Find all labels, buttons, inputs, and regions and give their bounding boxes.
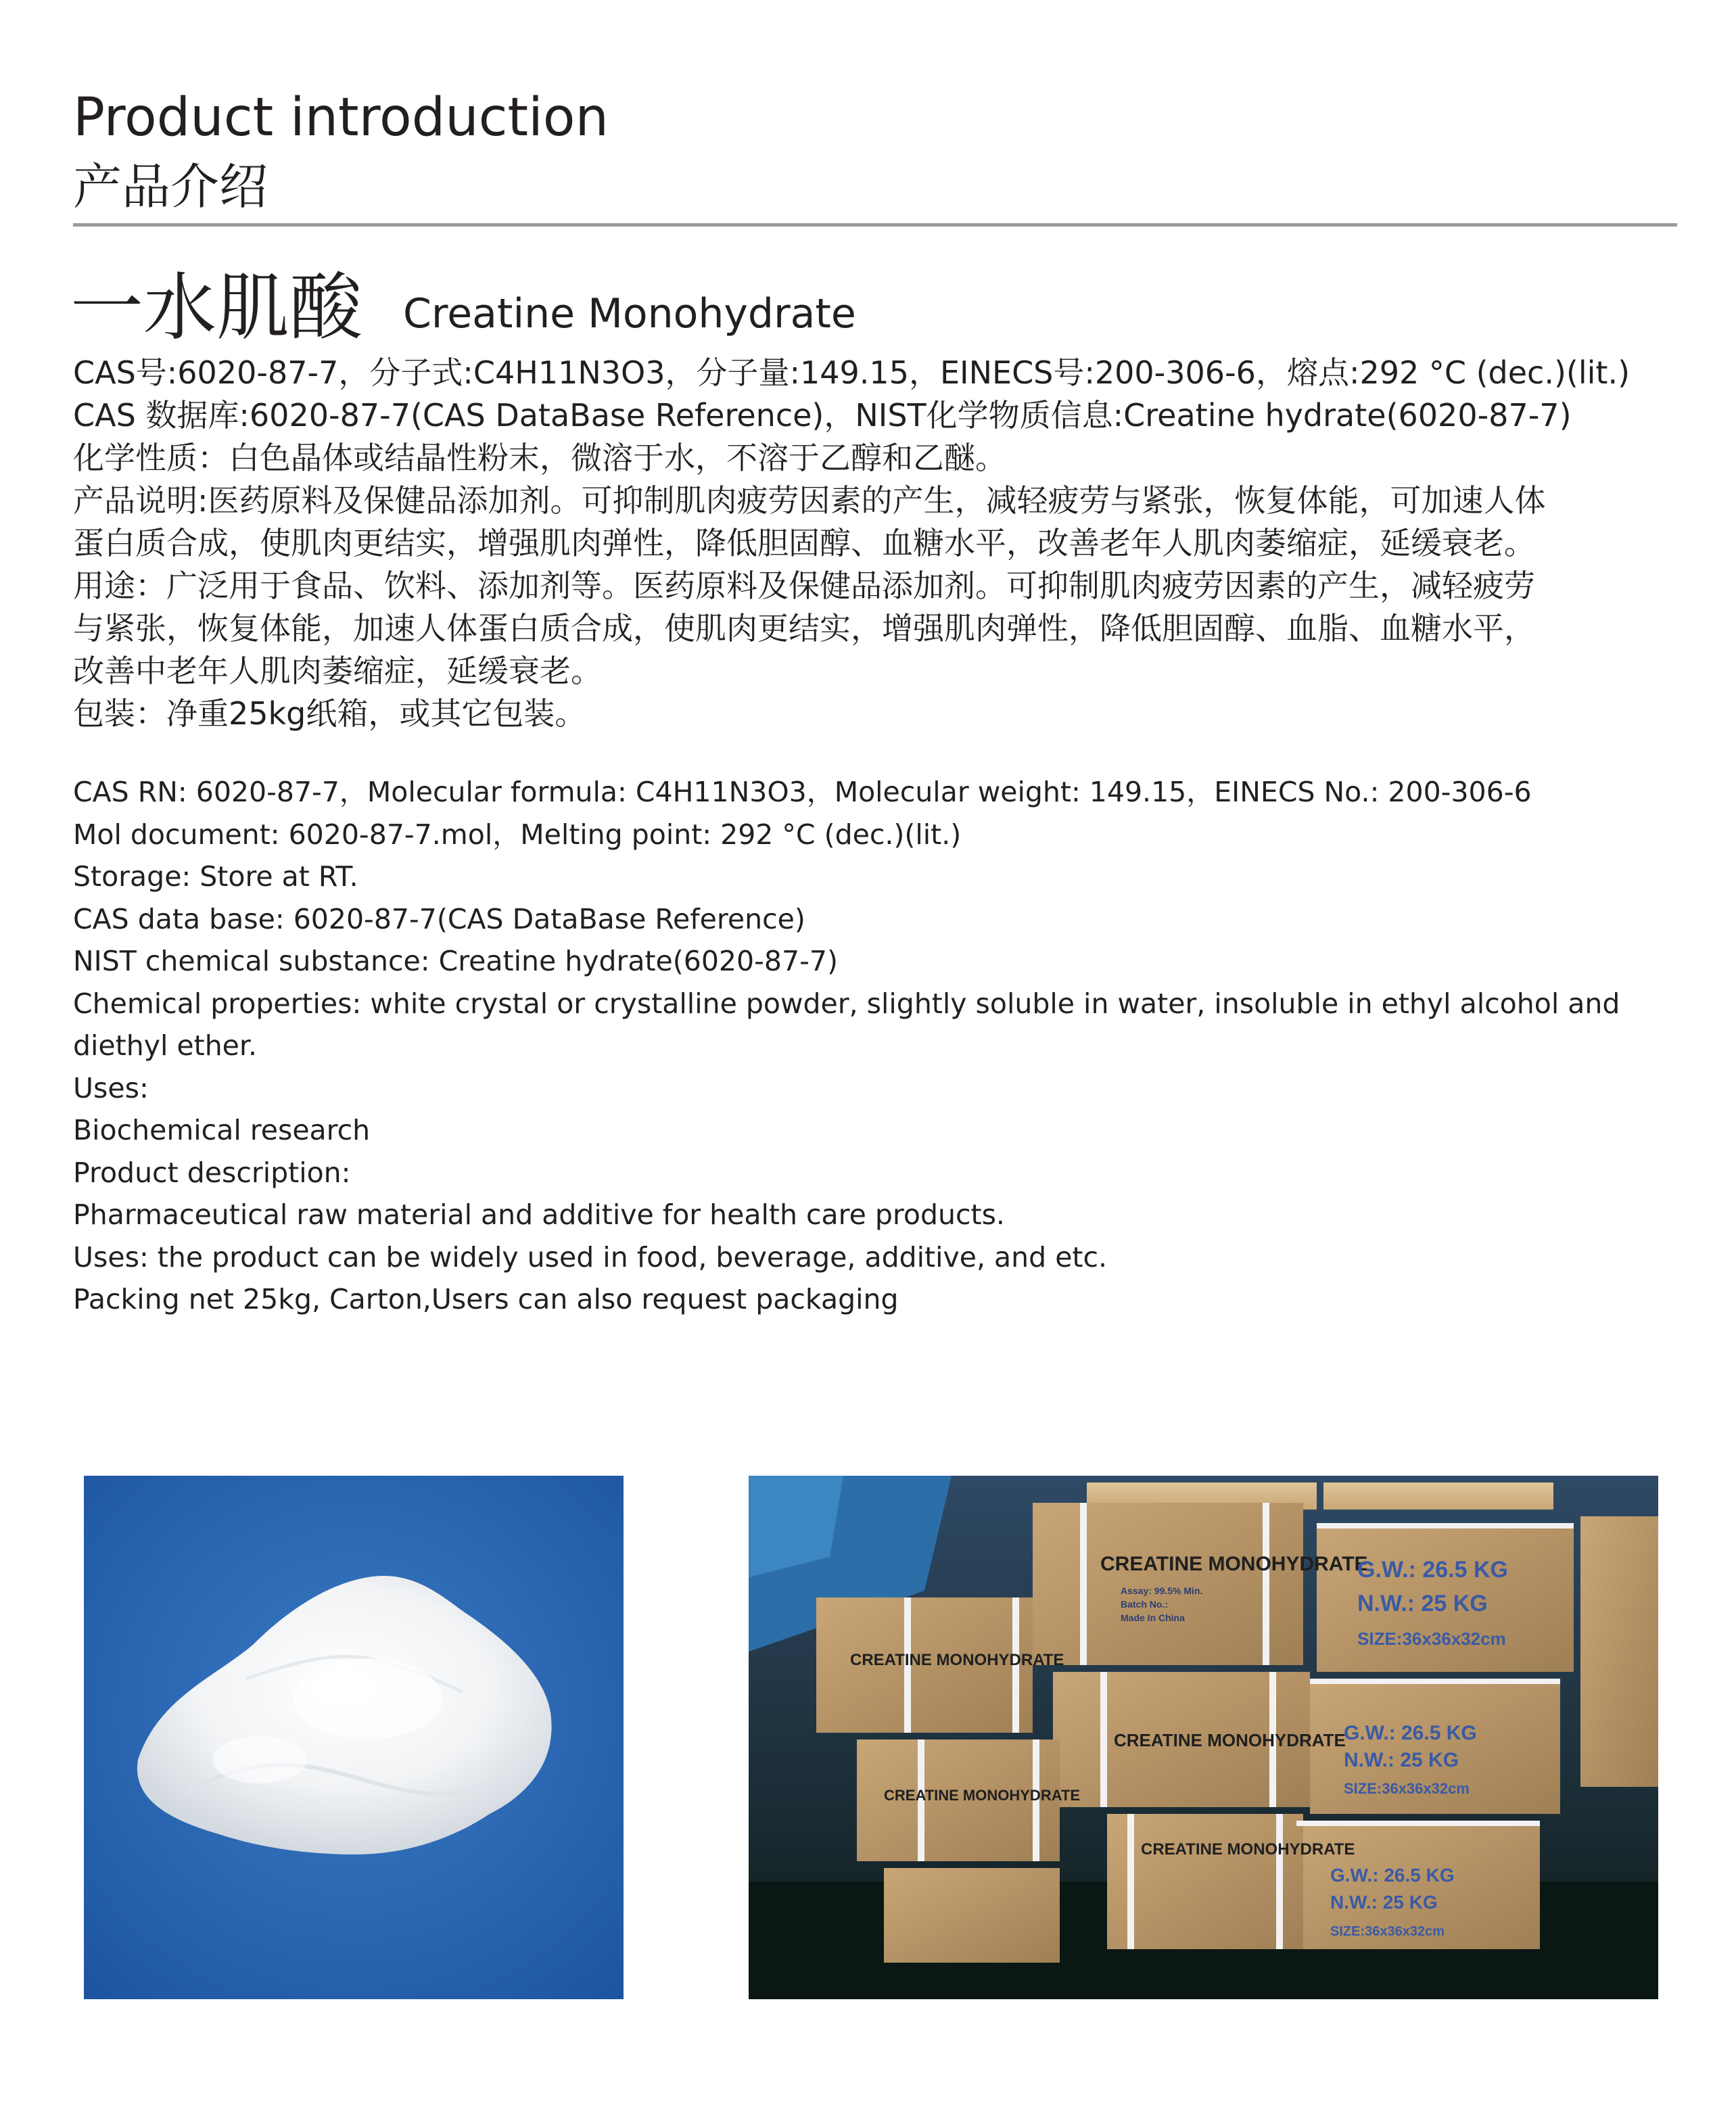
carton-label-gw: G.W.: 26.5 KG: [1357, 1557, 1508, 1583]
en-line: Product description:: [73, 1156, 351, 1189]
cn-line: 与紧张，恢复体能，加速人体蛋白质合成，使肌肉更结实，增强肌肉弹性，降低胆固醇、血脂、血糖水平，: [73, 610, 1535, 647]
english-description: [73, 771, 1680, 1321]
cn-line: 包装：净重25kg纸箱，或其它包装。: [73, 695, 586, 732]
en-line: CAS RN: 6020-87-7，Molecular formula: C4H11N3O3，Molecular weight: 149.15，EINECS No.: 200-306-6: [73, 776, 1532, 808]
section-title-cn: 产品介绍: [73, 158, 268, 215]
section-title-en: Product introduction: [73, 87, 609, 148]
en-line: Storage: Store at RT.: [73, 860, 358, 893]
en-line: Biochemical research: [73, 1114, 371, 1146]
carton-label-size: SIZE:36x36x32cm: [1357, 1629, 1506, 1649]
carton-label-product: CREATINE MONOHYDRATE: [1100, 1553, 1368, 1575]
cn-line: 化学性质：白色晶体或结晶性粉末，微溶于水，不溶于乙醇和乙醚。: [73, 440, 1006, 476]
cn-line: CAS 数据库:6020-87-7(CAS DataBase Reference)，NIST化学物质信息:Creatine hydrate(6020-87-7): [73, 397, 1572, 434]
carton-label-size: SIZE:36x36x32cm: [1330, 1924, 1445, 1939]
carton-label-made: Made In China: [1121, 1612, 1185, 1623]
carton-label-product: CREATINE MONOHYDRATE: [850, 1651, 1064, 1669]
carton-label-product: CREATINE MONOHYDRATE: [1141, 1840, 1355, 1859]
en-line: Uses: the product can be widely used in food, beverage, additive, and etc.: [73, 1240, 1108, 1274]
powder-photo: [84, 1476, 624, 1999]
en-line: CAS data base: 6020-87-7(CAS DataBase Reference): [73, 902, 805, 935]
cn-line: 改善中老年人肌肉萎缩症，延缓衰老。: [73, 653, 602, 689]
cn-line: 用途：广泛用于食品、饮料、添加剂等。医药原料及保健品添加剂。可抑制肌肉疲劳因素的产生，减轻疲劳: [73, 567, 1535, 604]
carton-label-nw: N.W.: 25 KG: [1344, 1749, 1459, 1771]
carton-label-product: CREATINE MONOHYDRATE: [884, 1787, 1081, 1804]
cartons-photo: [749, 1476, 1658, 1999]
carton-label-gw: G.W.: 26.5 KG: [1330, 1865, 1455, 1886]
carton-label-assay: Assay: 99.5% Min.: [1121, 1585, 1203, 1596]
carton-label-nw: N.W.: 25 KG: [1357, 1591, 1488, 1616]
carton-label-product: CREATINE MONOHYDRATE: [1114, 1730, 1346, 1750]
cn-line: 蛋白质合成，使肌肉更结实，增强肌肉弹性，降低胆固醇、血糖水平，改善老年人肌肉萎缩症，延缓衰老。: [73, 525, 1535, 561]
en-line: Uses:: [73, 1071, 149, 1104]
en-line: Packing net 25kg, Carton,Users can also request packaging: [73, 1283, 899, 1315]
carton-label-gw: G.W.: 26.5 KG: [1344, 1722, 1477, 1744]
product-name-en: Creatine Monohydrate: [403, 290, 856, 337]
cn-line: CAS号:6020-87-7，分子式:C4H11N3O3，分子量:149.15，EINECS号:200-306-6，熔点:292 °C (dec.)(lit.): [73, 354, 1631, 391]
chinese-description: [73, 352, 1680, 735]
product-name-cn: 一水肌酸: [70, 266, 363, 350]
en-line: Pharmaceutical raw material and additive for health care products.: [73, 1198, 1005, 1231]
en-line: Mol document: 6020-87-7.mol，Melting point: 292 °C (dec.)(lit.): [73, 818, 962, 851]
header-divider: [73, 223, 1677, 227]
carton-label-nw: N.W.: 25 KG: [1330, 1892, 1438, 1913]
en-line: Chemical properties: white crystal or crystalline powder, slightly soluble in water, insoluble in ethyl alcohol and diethyl ether.: [73, 987, 1620, 1062]
cn-line: 产品说明:医药原料及保健品添加剂。可抑制肌肉疲劳因素的产生，减轻疲劳与紧张，恢复体能，可加速人体: [73, 482, 1546, 519]
carton-label-batch: Batch No.:: [1121, 1599, 1168, 1610]
carton-label-size: SIZE:36x36x32cm: [1344, 1780, 1470, 1797]
en-line: NIST chemical substance: Creatine hydrate(6020-87-7): [73, 945, 838, 977]
